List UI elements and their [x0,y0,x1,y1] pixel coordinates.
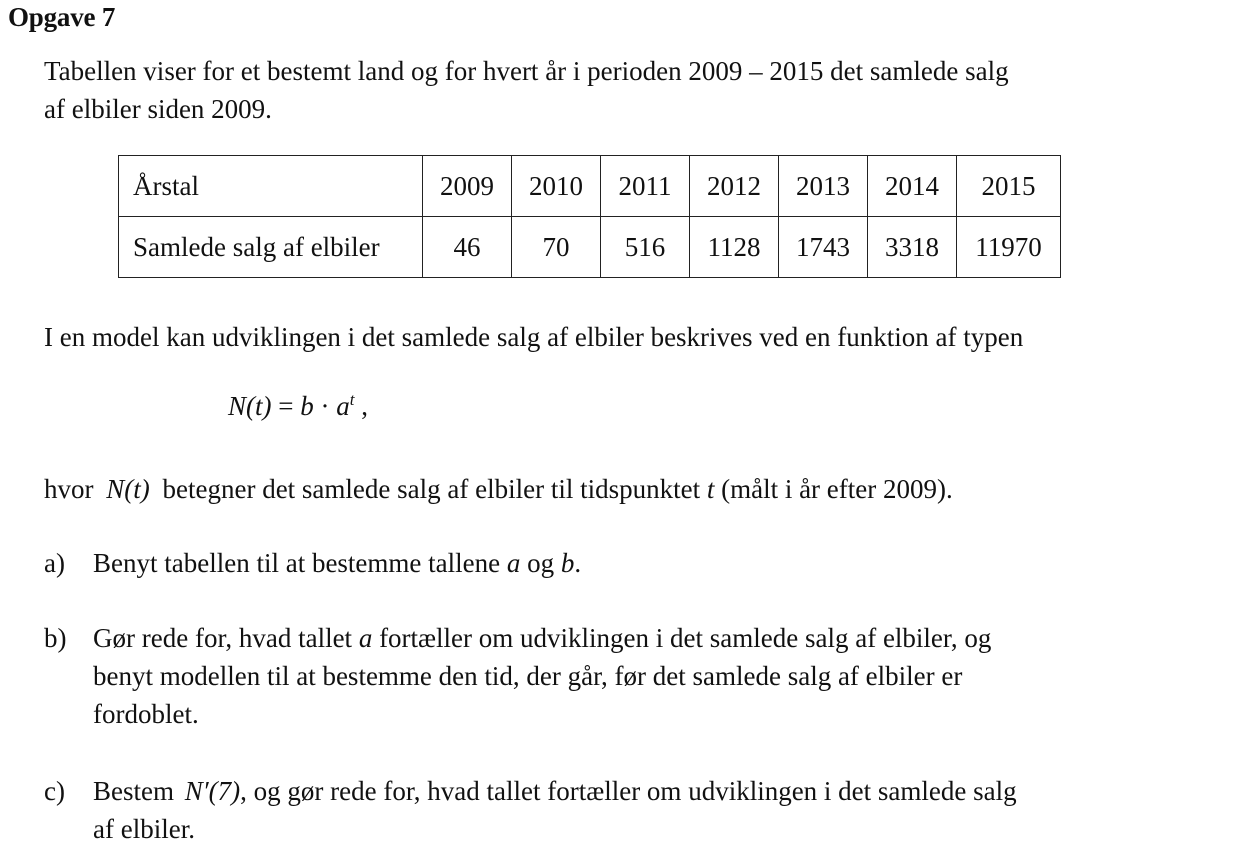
question-b-var-a: a [358,623,373,653]
question-b-line-1 [93,619,991,657]
formula-dot: · [313,391,337,421]
intro-line-1: Tabellen viser for et bestemt land og for hvert år i perioden 2009 – 2015 det samlede salg [44,56,1009,86]
question-a-post: . [574,548,582,578]
table-row-header: Samlede salg af elbiler [119,217,423,278]
variable-definition [44,470,953,508]
question-c-line-1 [93,772,1017,810]
intro-paragraph [44,52,1009,128]
where-t: t [706,474,715,504]
where-function: N(t) [106,474,150,504]
table-cell-year: 2009 [423,156,512,217]
question-b-line-2: benyt modellen til at bestemme den tid, der går, før det samlede salg af elbiler er [93,661,963,691]
question-a-pre: Benyt tabellen til at bestemme tallene [93,548,501,578]
question-a-var-b: b [560,548,575,578]
table-cell-year: 2013 [779,156,868,217]
table-cell-sales: 3318 [868,217,957,278]
question-b-text [93,619,991,733]
question-c-text [93,772,1017,848]
question-b-label: b) [44,623,67,653]
table-row-years [119,156,1061,217]
question-b-line-1-pre: Gør rede for, hvad tallet [93,623,353,653]
table-cell-year: 2011 [601,156,690,217]
formula-lhs: N(t) [228,391,272,421]
table-cell-year: 2014 [868,156,957,217]
table-cell-year: 2015 [957,156,1061,217]
question-c-pre: Bestem [93,776,174,806]
intro-line-2: af elbiler siden 2009. [44,94,272,124]
formula-exponent: t [349,390,355,409]
table-cell-sales: 46 [423,217,512,278]
table-cell-year: 2012 [690,156,779,217]
question-c-label: c) [44,776,65,806]
question-a-text [93,544,581,582]
sales-table [118,155,1061,278]
question-b-line-1-post: fortæller om udviklingen i det samlede salg af elbiler, og [379,623,992,653]
model-description: I en model kan udviklingen i det samlede salg af elbiler beskrives ved en funktion af typen [44,322,1024,352]
formula-equals: = [271,391,301,421]
question-a-label: a) [44,548,65,578]
table-cell-sales: 1743 [779,217,868,278]
exercise-heading: Opgave 7 [8,2,116,32]
where-mid: betegner det samlede salg af elbiler til tidspunktet [162,474,701,504]
formula-a: a [336,391,350,421]
question-c-expression: N′(7) [184,776,241,806]
question-a-var-a: a [506,548,521,578]
table-row-header: Årstal [119,156,423,217]
formula-comma: , [354,391,368,421]
table-cell-sales: 70 [512,217,601,278]
model-formula [228,390,368,422]
question-c-post: , og gør rede for, hvad tallet fortæller om udviklingen i det samlede salg [240,776,1017,806]
table-cell-sales: 516 [601,217,690,278]
table-cell-sales: 1128 [690,217,779,278]
where-post: (målt i år efter 2009). [721,474,953,504]
question-b-line-3: fordoblet. [93,699,199,729]
formula-b: b [300,391,314,421]
table-cell-sales: 11970 [957,217,1061,278]
question-a-mid: og [527,548,555,578]
where-pre: hvor [44,474,94,504]
table-row-sales [119,217,1061,278]
table-cell-year: 2010 [512,156,601,217]
question-c-line-2: af elbiler. [93,814,195,844]
